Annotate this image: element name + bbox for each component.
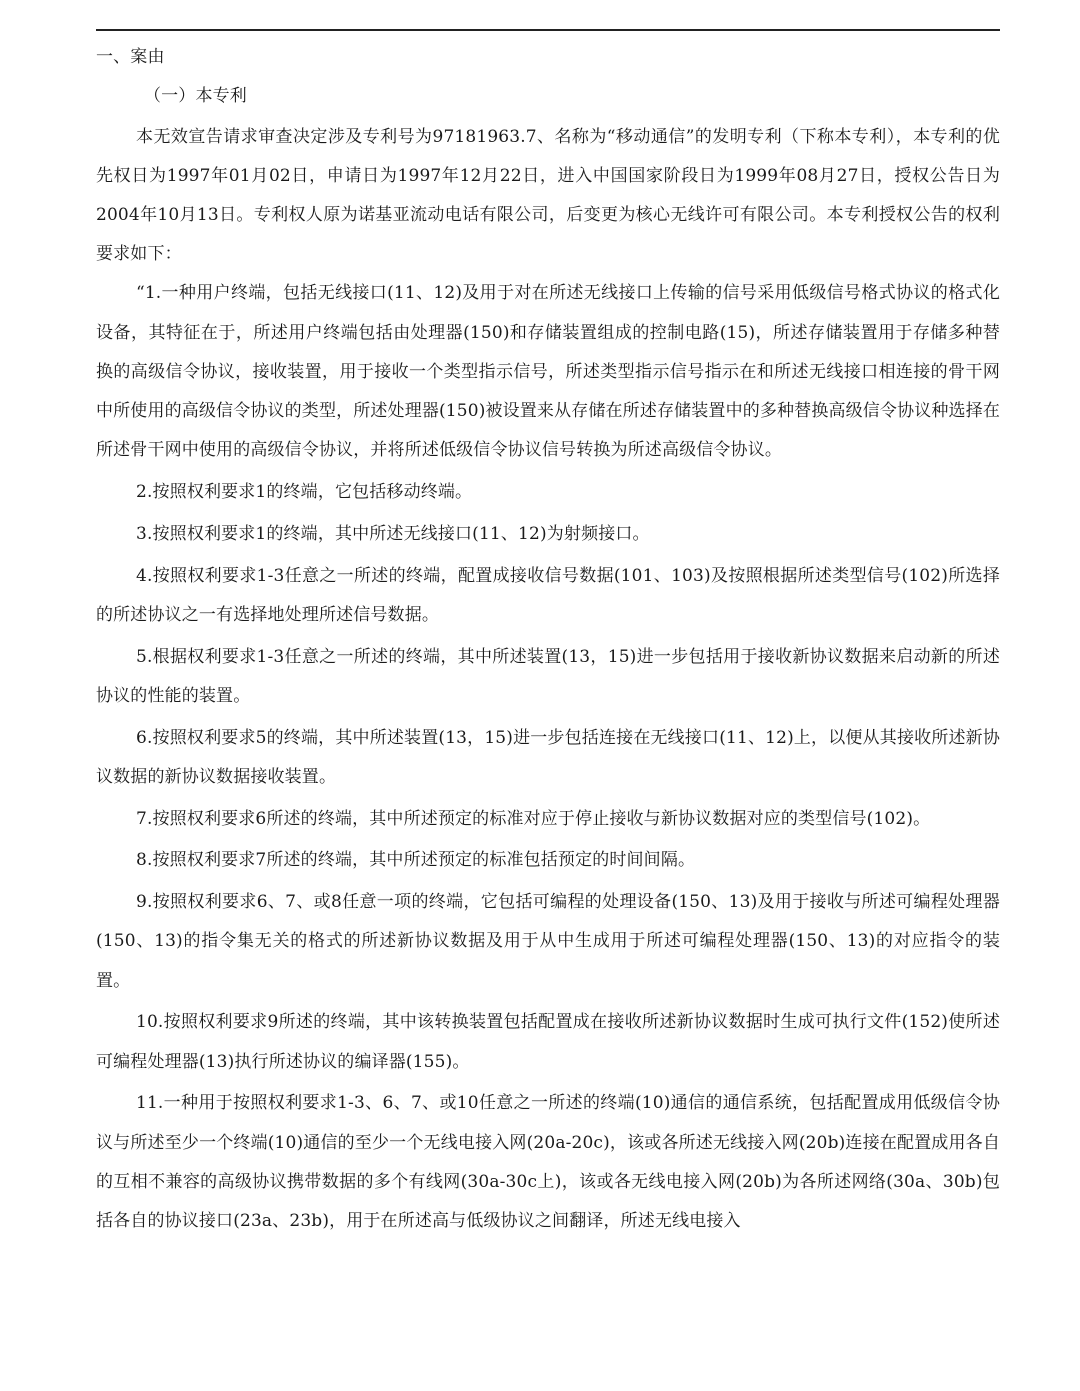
claim-8: 8.按照权利要求7所述的终端，其中所述预定的标准包括预定的时间间隔。: [136, 850, 696, 871]
claim-2: 2.按照权利要求1的终端，它包括移动终端。: [136, 482, 473, 503]
claim-1: “1.一种用户终端，包括无线接口(11、12)及用于对在所述无线接口上传输的信号采用低级信号格式协议的格式化设备，其特征在于，所述用户终端包括由处理器(150)和存储装置组成的控制电路(15)，所述存储装置用于存储多种替换的高级信令协议，接收装置，用于接收一个类型指示信号，所述类型指示信号指示在和所述无线接口相连接的骨干网中所使用的高级信令协议的类型，所述处理器(150)被设置来从存储在所述存储装置中的多种替换高级信令协议种选择在所述骨干网中使用的高级信令协议，并将所述低级信令协议信号转换为所述高级信令协议。: [96, 283, 1000, 461]
top-rule: [96, 29, 1000, 31]
claim-10: 10.按照权利要求9所述的终端，其中该转换装置包括配置成在接收所述新协议数据时生成可执行文件(152)使所述可编程处理器(13)执行所述协议的编译器(155)。: [96, 1012, 1000, 1072]
claim-5: 5.根据权利要求1-3任意之一所述的终端，其中所述装置(13，15)进一步包括用于接收新协议数据来启动新的所述协议的性能的装置。: [96, 646, 1000, 706]
claim-9: 9.按照权利要求6、7、或8任意一项的终端，它包括可编程的处理设备(150、13)及用于接收与所述可编程处理器(150、13)的指令集无关的格式的所述新协议数据及用于从中生成用于所述可编程处理器(150、13)的对应指令的装置。: [96, 892, 1000, 991]
claim-6: 6.按照权利要求5的终端，其中所述装置(13，15)进一步包括连接在无线接口(11、12)上，以便从其接收所述新协议数据的新协议数据接收装置。: [96, 727, 1000, 787]
claim-3: 3.按照权利要求1的终端，其中所述无线接口(11、12)为射频接口。: [136, 523, 650, 544]
claim-7: 7.按照权利要求6所述的终端，其中所述预定的标准对应于停止接收与新协议数据对应的类型信号(102)。: [136, 808, 931, 829]
subsection-heading: （一）本专利: [144, 86, 247, 107]
intro-paragraph: 本无效宣告请求审查决定涉及专利号为97181963.7、名称为“移动通信”的发明专利（下称本专利），本专利的优先权日为1997年01月02日，申请日为1997年12月22日，进入中国国家阶段日为1999年08月27日，授权公告日为2004年10月13日。专利权人原为诺基亚流动电话有限公司，后变更为核心无线许可有限公司。本专利授权公告的权利要求如下：: [96, 126, 1000, 265]
claim-4: 4.按照权利要求1-3任意之一所述的终端，配置成接收信号数据(101、103)及按照根据所述类型信号(102)所选择的所述协议之一有选择地处理所述信号数据。: [96, 565, 1000, 625]
document-body: [96, 38, 1000, 1241]
claim-11: 11.一种用于按照权利要求1-3、6、7、或10任意之一所述的终端(10)通信的通信系统，包括配置成用低级信令协议与所述至少一个终端(10)通信的至少一个无线电接入网(20a-20c)，该或各所述无线接入网(20b)连接在配置成用各自的互相不兼容的高级协议携带数据的多个有线网(30a-30c上)，该或各无线电接入网(20b)为各所述网络(30a、30b)包括各自的协议接口(23a、23b)，用于在所述高与低级协议之间翻译，所述无线电接入: [96, 1093, 1000, 1232]
section-heading: 一、案由: [96, 47, 165, 67]
